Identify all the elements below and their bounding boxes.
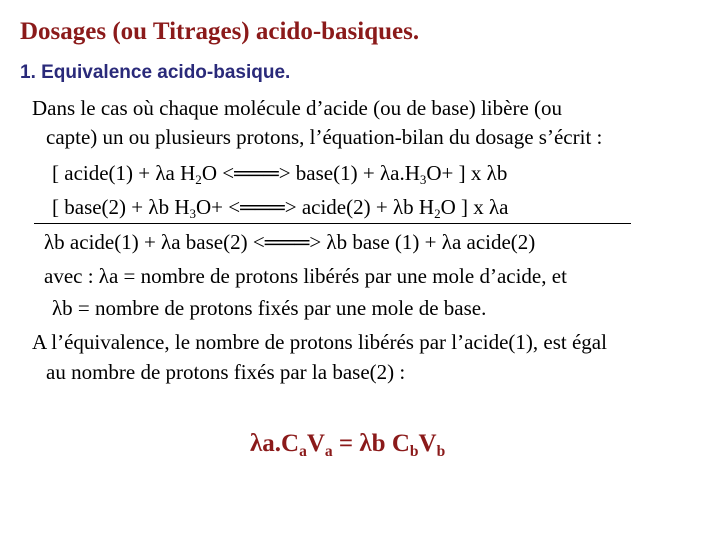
- equivalence-line-1: A l’équivalence, le nombre de protons libérés par l’acide(1), est égal: [32, 330, 607, 354]
- formula-sub-2: a: [324, 442, 333, 460]
- intro-line-1: Dans le cas où chaque molécule d’acide (ou de base) libère (ou: [32, 96, 563, 120]
- eq1-sub-2: 3: [419, 172, 427, 188]
- eq1-sub-1: 2: [195, 172, 202, 188]
- section-heading: 1. Equivalence acido-basique.: [20, 62, 291, 83]
- formula-sub-4: b: [436, 442, 446, 460]
- eq2-part-a: [ base(2) + λb H: [52, 195, 190, 219]
- eq1-part-b: O <═══> base(1) + λa.H: [201, 161, 420, 185]
- eq2-part-c: O ] x λa: [440, 195, 509, 219]
- formula-sub-1: a: [299, 442, 307, 460]
- intro-line-2: capte) un ou plusieurs protons, l’équation-bilan du dosage s’écrit :: [46, 125, 603, 149]
- page-title: Dosages (ou Titrages) acido-basiques.: [20, 18, 420, 45]
- equation-sum: λb acide(1) + λa base(2) <═══> λb base (1) + λa acide(2): [44, 230, 536, 254]
- formula-sub-3: b: [409, 442, 419, 460]
- formula-part-3: = λb C: [332, 430, 410, 457]
- equation-acid: [52, 161, 507, 186]
- equivalence-formula: [250, 430, 445, 458]
- avec-line: avec : λa = nombre de protons libérés par une mole d’acide, et: [44, 264, 567, 288]
- formula-part-4: V: [418, 430, 437, 457]
- eq1-part-a: [ acide(1) + λa H: [52, 161, 196, 185]
- eq2-sub-1: 3: [189, 206, 196, 222]
- lambda-b-definition: λb = nombre de protons fixés par une mole de base.: [52, 296, 487, 320]
- equation-base: [52, 195, 509, 220]
- eq1-part-c: O+ ] x λb: [426, 161, 508, 185]
- equivalence-line-2: au nombre de protons fixés par la base(2) :: [46, 360, 406, 384]
- eq2-part-b: O+ <═══> acide(2) + λb H: [196, 195, 435, 219]
- sum-divider: [34, 223, 631, 224]
- eq2-sub-2: 2: [434, 206, 441, 222]
- formula-part-2: V: [306, 430, 325, 457]
- formula-part-1: λa.C: [250, 430, 300, 457]
